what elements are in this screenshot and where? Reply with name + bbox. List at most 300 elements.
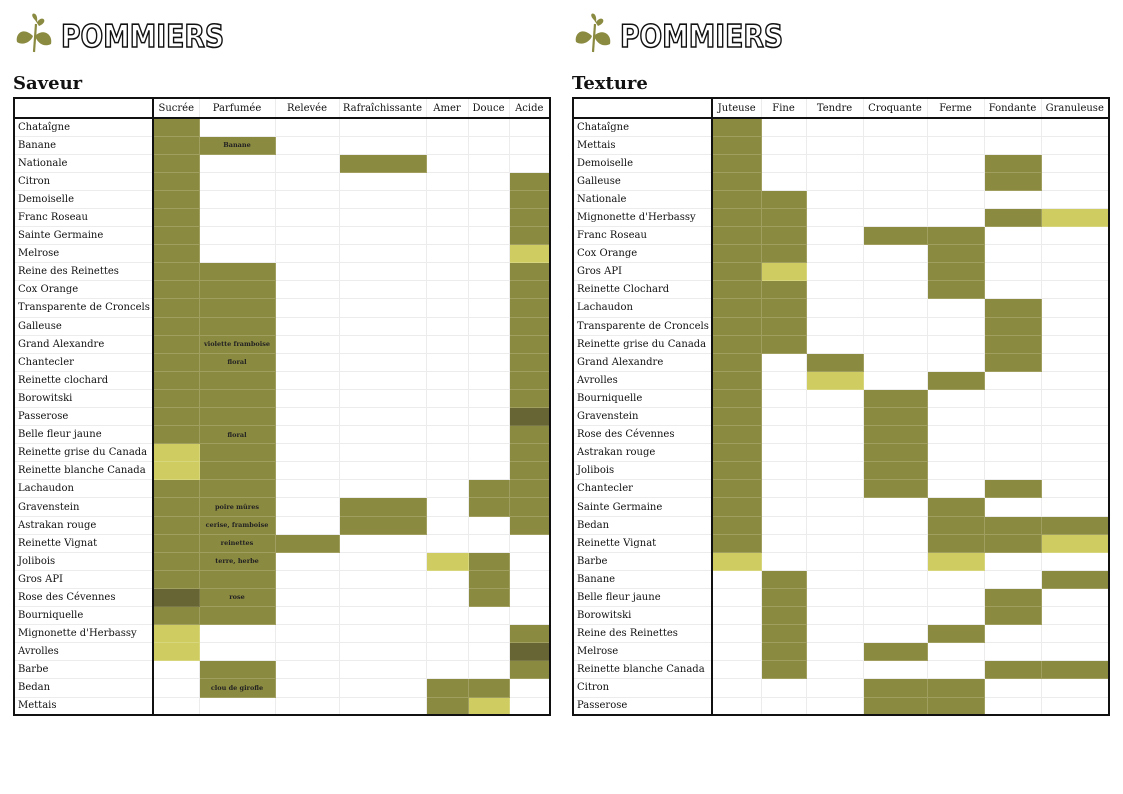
empty-cell bbox=[468, 154, 509, 172]
filled-cell bbox=[509, 516, 550, 534]
empty-cell bbox=[275, 154, 339, 172]
variety-name: Reine des Reinettes bbox=[573, 625, 712, 643]
empty-cell bbox=[927, 208, 984, 226]
empty-cell bbox=[275, 426, 339, 444]
empty-cell bbox=[984, 281, 1041, 299]
empty-cell bbox=[761, 172, 806, 190]
table-row bbox=[14, 625, 550, 643]
variety-name: Passerose bbox=[573, 697, 712, 715]
filled-cell bbox=[712, 227, 761, 245]
filled-cell bbox=[863, 389, 927, 407]
empty-cell bbox=[153, 697, 199, 715]
section-title: Saveur bbox=[13, 73, 83, 94]
empty-cell bbox=[426, 516, 468, 534]
empty-cell bbox=[761, 534, 806, 552]
empty-cell bbox=[1041, 408, 1109, 426]
empty-cell bbox=[806, 263, 863, 281]
empty-cell bbox=[1041, 625, 1109, 643]
table-row bbox=[573, 353, 1109, 371]
empty-cell bbox=[712, 607, 761, 625]
variety-name: Barbe bbox=[573, 552, 712, 570]
header-corner bbox=[14, 98, 153, 118]
empty-cell bbox=[275, 335, 339, 353]
filled-cell bbox=[927, 498, 984, 516]
empty-cell bbox=[426, 353, 468, 371]
variety-name: Sainte Germaine bbox=[573, 498, 712, 516]
column-header: Sucrée bbox=[153, 98, 199, 118]
empty-cell bbox=[806, 136, 863, 154]
empty-cell bbox=[426, 661, 468, 679]
variety-name: Cox Orange bbox=[573, 245, 712, 263]
filled-cell bbox=[153, 227, 199, 245]
empty-cell bbox=[275, 281, 339, 299]
filled-cell bbox=[712, 208, 761, 226]
table-row bbox=[14, 227, 550, 245]
empty-cell bbox=[275, 607, 339, 625]
empty-cell bbox=[806, 643, 863, 661]
table-row bbox=[14, 444, 550, 462]
filled-cell bbox=[712, 516, 761, 534]
table-row bbox=[573, 335, 1109, 353]
filled-cell bbox=[712, 263, 761, 281]
filled-cell bbox=[761, 208, 806, 226]
column-header: Parfumée bbox=[199, 98, 275, 118]
empty-cell bbox=[339, 317, 426, 335]
variety-name: Demoiselle bbox=[14, 190, 153, 208]
empty-cell bbox=[863, 317, 927, 335]
filled-cell bbox=[509, 227, 550, 245]
filled-cell bbox=[509, 190, 550, 208]
empty-cell bbox=[863, 172, 927, 190]
table-row bbox=[573, 299, 1109, 317]
filled-cell: clou de girofle bbox=[199, 679, 275, 697]
empty-cell bbox=[1041, 679, 1109, 697]
filled-cell bbox=[199, 263, 275, 281]
empty-cell bbox=[863, 263, 927, 281]
filled-cell bbox=[468, 570, 509, 588]
variety-name: Reinette grise du Canada bbox=[573, 335, 712, 353]
table-row bbox=[573, 118, 1109, 136]
variety-name: Cox Orange bbox=[14, 281, 153, 299]
variety-name: Avrolles bbox=[573, 371, 712, 389]
empty-cell bbox=[1041, 480, 1109, 498]
filled-cell bbox=[199, 480, 275, 498]
empty-cell bbox=[806, 118, 863, 136]
empty-cell bbox=[1041, 498, 1109, 516]
variety-name: Chataîgne bbox=[14, 118, 153, 136]
column-header: Croquante bbox=[863, 98, 927, 118]
empty-cell bbox=[1041, 371, 1109, 389]
table-row bbox=[14, 263, 550, 281]
filled-cell bbox=[761, 263, 806, 281]
table-row bbox=[573, 480, 1109, 498]
variety-name: Demoiselle bbox=[573, 154, 712, 172]
variety-name: Banane bbox=[573, 570, 712, 588]
empty-cell bbox=[761, 462, 806, 480]
filled-cell bbox=[927, 516, 984, 534]
table-row bbox=[14, 534, 550, 552]
filled-cell bbox=[199, 299, 275, 317]
empty-cell bbox=[426, 118, 468, 136]
empty-cell bbox=[927, 408, 984, 426]
empty-cell bbox=[927, 136, 984, 154]
filled-cell bbox=[761, 245, 806, 263]
empty-cell bbox=[806, 588, 863, 606]
empty-cell bbox=[761, 371, 806, 389]
empty-cell bbox=[863, 154, 927, 172]
empty-cell bbox=[761, 516, 806, 534]
header-row bbox=[14, 98, 550, 118]
variety-name: Astrakan rouge bbox=[14, 516, 153, 534]
column-header: Rafraîchissante bbox=[339, 98, 426, 118]
variety-name: Gros API bbox=[14, 570, 153, 588]
empty-cell bbox=[468, 607, 509, 625]
variety-name: Banane bbox=[14, 136, 153, 154]
empty-cell bbox=[509, 154, 550, 172]
filled-cell bbox=[984, 588, 1041, 606]
empty-cell bbox=[426, 154, 468, 172]
filled-cell bbox=[984, 516, 1041, 534]
empty-cell bbox=[509, 118, 550, 136]
empty-cell bbox=[275, 480, 339, 498]
filled-cell bbox=[712, 299, 761, 317]
empty-cell bbox=[275, 697, 339, 715]
empty-cell bbox=[863, 353, 927, 371]
empty-cell bbox=[275, 679, 339, 697]
variety-name: Reinette Clochard bbox=[573, 281, 712, 299]
empty-cell bbox=[1041, 444, 1109, 462]
empty-cell bbox=[761, 154, 806, 172]
empty-cell bbox=[339, 462, 426, 480]
filled-cell bbox=[761, 317, 806, 335]
filled-cell bbox=[927, 371, 984, 389]
filled-cell bbox=[761, 588, 806, 606]
empty-cell bbox=[761, 480, 806, 498]
empty-cell bbox=[761, 498, 806, 516]
empty-cell bbox=[275, 208, 339, 226]
empty-cell bbox=[509, 534, 550, 552]
empty-cell bbox=[339, 190, 426, 208]
empty-cell bbox=[984, 263, 1041, 281]
variety-name: Franc Roseau bbox=[573, 227, 712, 245]
filled-cell bbox=[712, 172, 761, 190]
filled-cell bbox=[509, 299, 550, 317]
filled-cell bbox=[927, 227, 984, 245]
table-row bbox=[14, 498, 550, 516]
filled-cell bbox=[153, 643, 199, 661]
variety-name: Belle fleur jaune bbox=[573, 588, 712, 606]
filled-cell: rose bbox=[199, 588, 275, 606]
empty-cell bbox=[1041, 190, 1109, 208]
empty-cell bbox=[426, 172, 468, 190]
empty-cell bbox=[984, 697, 1041, 715]
filled-cell bbox=[761, 661, 806, 679]
empty-cell bbox=[806, 516, 863, 534]
empty-cell bbox=[199, 625, 275, 643]
filled-cell bbox=[199, 317, 275, 335]
filled-cell bbox=[153, 389, 199, 407]
table-row bbox=[573, 462, 1109, 480]
empty-cell bbox=[1041, 263, 1109, 281]
empty-cell bbox=[339, 263, 426, 281]
empty-cell bbox=[275, 570, 339, 588]
empty-cell bbox=[275, 661, 339, 679]
empty-cell bbox=[468, 371, 509, 389]
empty-cell bbox=[339, 281, 426, 299]
filled-cell bbox=[468, 498, 509, 516]
variety-name: Galleuse bbox=[573, 172, 712, 190]
empty-cell bbox=[927, 607, 984, 625]
empty-cell bbox=[275, 516, 339, 534]
empty-cell bbox=[426, 245, 468, 263]
filled-cell bbox=[984, 607, 1041, 625]
empty-cell bbox=[468, 281, 509, 299]
empty-cell bbox=[761, 426, 806, 444]
filled-cell bbox=[1041, 534, 1109, 552]
filled-cell bbox=[712, 462, 761, 480]
variety-name: Lachaudon bbox=[573, 299, 712, 317]
empty-cell bbox=[1041, 335, 1109, 353]
empty-cell bbox=[275, 227, 339, 245]
empty-cell bbox=[275, 353, 339, 371]
variety-name: Jolibois bbox=[14, 552, 153, 570]
empty-cell bbox=[468, 172, 509, 190]
empty-cell bbox=[199, 154, 275, 172]
variety-name: Chantecler bbox=[573, 480, 712, 498]
filled-cell bbox=[468, 588, 509, 606]
empty-cell bbox=[806, 534, 863, 552]
filled-cell bbox=[863, 679, 927, 697]
filled-cell bbox=[153, 317, 199, 335]
empty-cell bbox=[927, 190, 984, 208]
empty-cell bbox=[761, 552, 806, 570]
empty-cell bbox=[761, 679, 806, 697]
variety-name: Bourniquelle bbox=[14, 607, 153, 625]
empty-cell bbox=[426, 534, 468, 552]
filled-cell bbox=[153, 118, 199, 136]
filled-cell bbox=[339, 516, 426, 534]
filled-cell: Banane bbox=[199, 136, 275, 154]
empty-cell bbox=[806, 389, 863, 407]
variety-name: Bedan bbox=[14, 679, 153, 697]
empty-cell bbox=[275, 389, 339, 407]
filled-cell bbox=[509, 172, 550, 190]
filled-cell bbox=[761, 625, 806, 643]
table-row bbox=[573, 227, 1109, 245]
empty-cell bbox=[1041, 317, 1109, 335]
empty-cell bbox=[806, 245, 863, 263]
filled-cell bbox=[339, 154, 426, 172]
filled-cell bbox=[468, 552, 509, 570]
empty-cell bbox=[761, 697, 806, 715]
empty-cell bbox=[712, 661, 761, 679]
filled-cell bbox=[712, 245, 761, 263]
empty-cell bbox=[1041, 697, 1109, 715]
empty-cell bbox=[984, 570, 1041, 588]
empty-cell bbox=[927, 643, 984, 661]
empty-cell bbox=[927, 389, 984, 407]
empty-cell bbox=[339, 118, 426, 136]
empty-cell bbox=[426, 227, 468, 245]
filled-cell bbox=[863, 408, 927, 426]
filled-cell bbox=[509, 389, 550, 407]
table-row bbox=[14, 408, 550, 426]
table-row bbox=[573, 389, 1109, 407]
empty-cell bbox=[339, 552, 426, 570]
header-corner bbox=[573, 98, 712, 118]
filled-cell bbox=[153, 607, 199, 625]
table-row bbox=[573, 498, 1109, 516]
empty-cell bbox=[426, 408, 468, 426]
texture-panel bbox=[572, 10, 1110, 716]
variety-name: Bedan bbox=[573, 516, 712, 534]
empty-cell bbox=[468, 389, 509, 407]
filled-cell bbox=[712, 408, 761, 426]
variety-name: Galleuse bbox=[14, 317, 153, 335]
filled-cell bbox=[509, 625, 550, 643]
filled-cell bbox=[509, 245, 550, 263]
table-row bbox=[14, 552, 550, 570]
empty-cell bbox=[863, 516, 927, 534]
filled-cell bbox=[712, 371, 761, 389]
filled-cell bbox=[153, 534, 199, 552]
empty-cell bbox=[927, 444, 984, 462]
empty-cell bbox=[339, 444, 426, 462]
empty-cell bbox=[984, 462, 1041, 480]
empty-cell bbox=[806, 190, 863, 208]
table-row bbox=[14, 281, 550, 299]
table-row bbox=[573, 661, 1109, 679]
table-row bbox=[14, 172, 550, 190]
column-header: Douce bbox=[468, 98, 509, 118]
filled-cell bbox=[153, 245, 199, 263]
variety-name: Barbe bbox=[14, 661, 153, 679]
empty-cell bbox=[275, 118, 339, 136]
empty-cell bbox=[468, 118, 509, 136]
filled-cell bbox=[712, 136, 761, 154]
filled-cell: poire mûres bbox=[199, 498, 275, 516]
filled-cell bbox=[153, 208, 199, 226]
empty-cell bbox=[199, 227, 275, 245]
empty-cell bbox=[339, 371, 426, 389]
variety-name: Gravenstein bbox=[573, 408, 712, 426]
filled-cell bbox=[199, 371, 275, 389]
table-row bbox=[14, 570, 550, 588]
empty-cell bbox=[1041, 136, 1109, 154]
table-row bbox=[14, 154, 550, 172]
empty-cell bbox=[426, 136, 468, 154]
empty-cell bbox=[984, 408, 1041, 426]
leaf-logo-icon bbox=[572, 12, 612, 58]
empty-cell bbox=[863, 335, 927, 353]
empty-cell bbox=[863, 208, 927, 226]
filled-cell: floral bbox=[199, 426, 275, 444]
empty-cell bbox=[468, 661, 509, 679]
filled-cell bbox=[509, 353, 550, 371]
filled-cell bbox=[468, 697, 509, 715]
empty-cell bbox=[806, 462, 863, 480]
filled-cell bbox=[712, 444, 761, 462]
empty-cell bbox=[426, 317, 468, 335]
filled-cell bbox=[761, 190, 806, 208]
empty-cell bbox=[712, 643, 761, 661]
filled-cell bbox=[509, 426, 550, 444]
variety-name: Melrose bbox=[573, 643, 712, 661]
variety-name: Belle fleur jaune bbox=[14, 426, 153, 444]
filled-cell bbox=[153, 480, 199, 498]
table-row bbox=[14, 462, 550, 480]
empty-cell bbox=[275, 588, 339, 606]
empty-cell bbox=[199, 208, 275, 226]
filled-cell bbox=[153, 570, 199, 588]
filled-cell: reinettes bbox=[199, 534, 275, 552]
variety-name: Citron bbox=[573, 679, 712, 697]
filled-cell: terre, herbe bbox=[199, 552, 275, 570]
filled-cell bbox=[1041, 661, 1109, 679]
variety-name: Gravenstein bbox=[14, 498, 153, 516]
filled-cell bbox=[426, 552, 468, 570]
empty-cell bbox=[761, 389, 806, 407]
table-row bbox=[14, 697, 550, 715]
filled-cell bbox=[806, 371, 863, 389]
filled-cell bbox=[509, 498, 550, 516]
empty-cell bbox=[927, 154, 984, 172]
table-row bbox=[14, 190, 550, 208]
table-row bbox=[573, 317, 1109, 335]
variety-name: Mettais bbox=[14, 697, 153, 715]
filled-cell bbox=[153, 263, 199, 281]
empty-cell bbox=[339, 136, 426, 154]
empty-cell bbox=[153, 679, 199, 697]
leaf-logo-icon bbox=[13, 12, 53, 58]
filled-cell bbox=[712, 281, 761, 299]
empty-cell bbox=[468, 190, 509, 208]
empty-cell bbox=[339, 208, 426, 226]
empty-cell bbox=[199, 643, 275, 661]
empty-cell bbox=[426, 263, 468, 281]
table-row bbox=[14, 371, 550, 389]
empty-cell bbox=[984, 136, 1041, 154]
empty-cell bbox=[509, 136, 550, 154]
table-row bbox=[14, 607, 550, 625]
filled-cell bbox=[153, 335, 199, 353]
empty-cell bbox=[927, 480, 984, 498]
empty-cell bbox=[1041, 643, 1109, 661]
table-row bbox=[573, 371, 1109, 389]
empty-cell bbox=[984, 245, 1041, 263]
filled-cell bbox=[863, 643, 927, 661]
empty-cell bbox=[275, 263, 339, 281]
empty-cell bbox=[984, 389, 1041, 407]
empty-cell bbox=[761, 444, 806, 462]
filled-cell bbox=[761, 570, 806, 588]
empty-cell bbox=[468, 516, 509, 534]
empty-cell bbox=[863, 661, 927, 679]
empty-cell bbox=[199, 697, 275, 715]
filled-cell bbox=[863, 426, 927, 444]
empty-cell bbox=[863, 498, 927, 516]
table-row bbox=[573, 408, 1109, 426]
empty-cell bbox=[275, 498, 339, 516]
variety-name: Chataîgne bbox=[573, 118, 712, 136]
empty-cell bbox=[984, 118, 1041, 136]
filled-cell bbox=[863, 462, 927, 480]
empty-cell bbox=[761, 118, 806, 136]
filled-cell: floral bbox=[199, 353, 275, 371]
filled-cell bbox=[712, 552, 761, 570]
column-header: Acide bbox=[509, 98, 550, 118]
filled-cell bbox=[984, 480, 1041, 498]
